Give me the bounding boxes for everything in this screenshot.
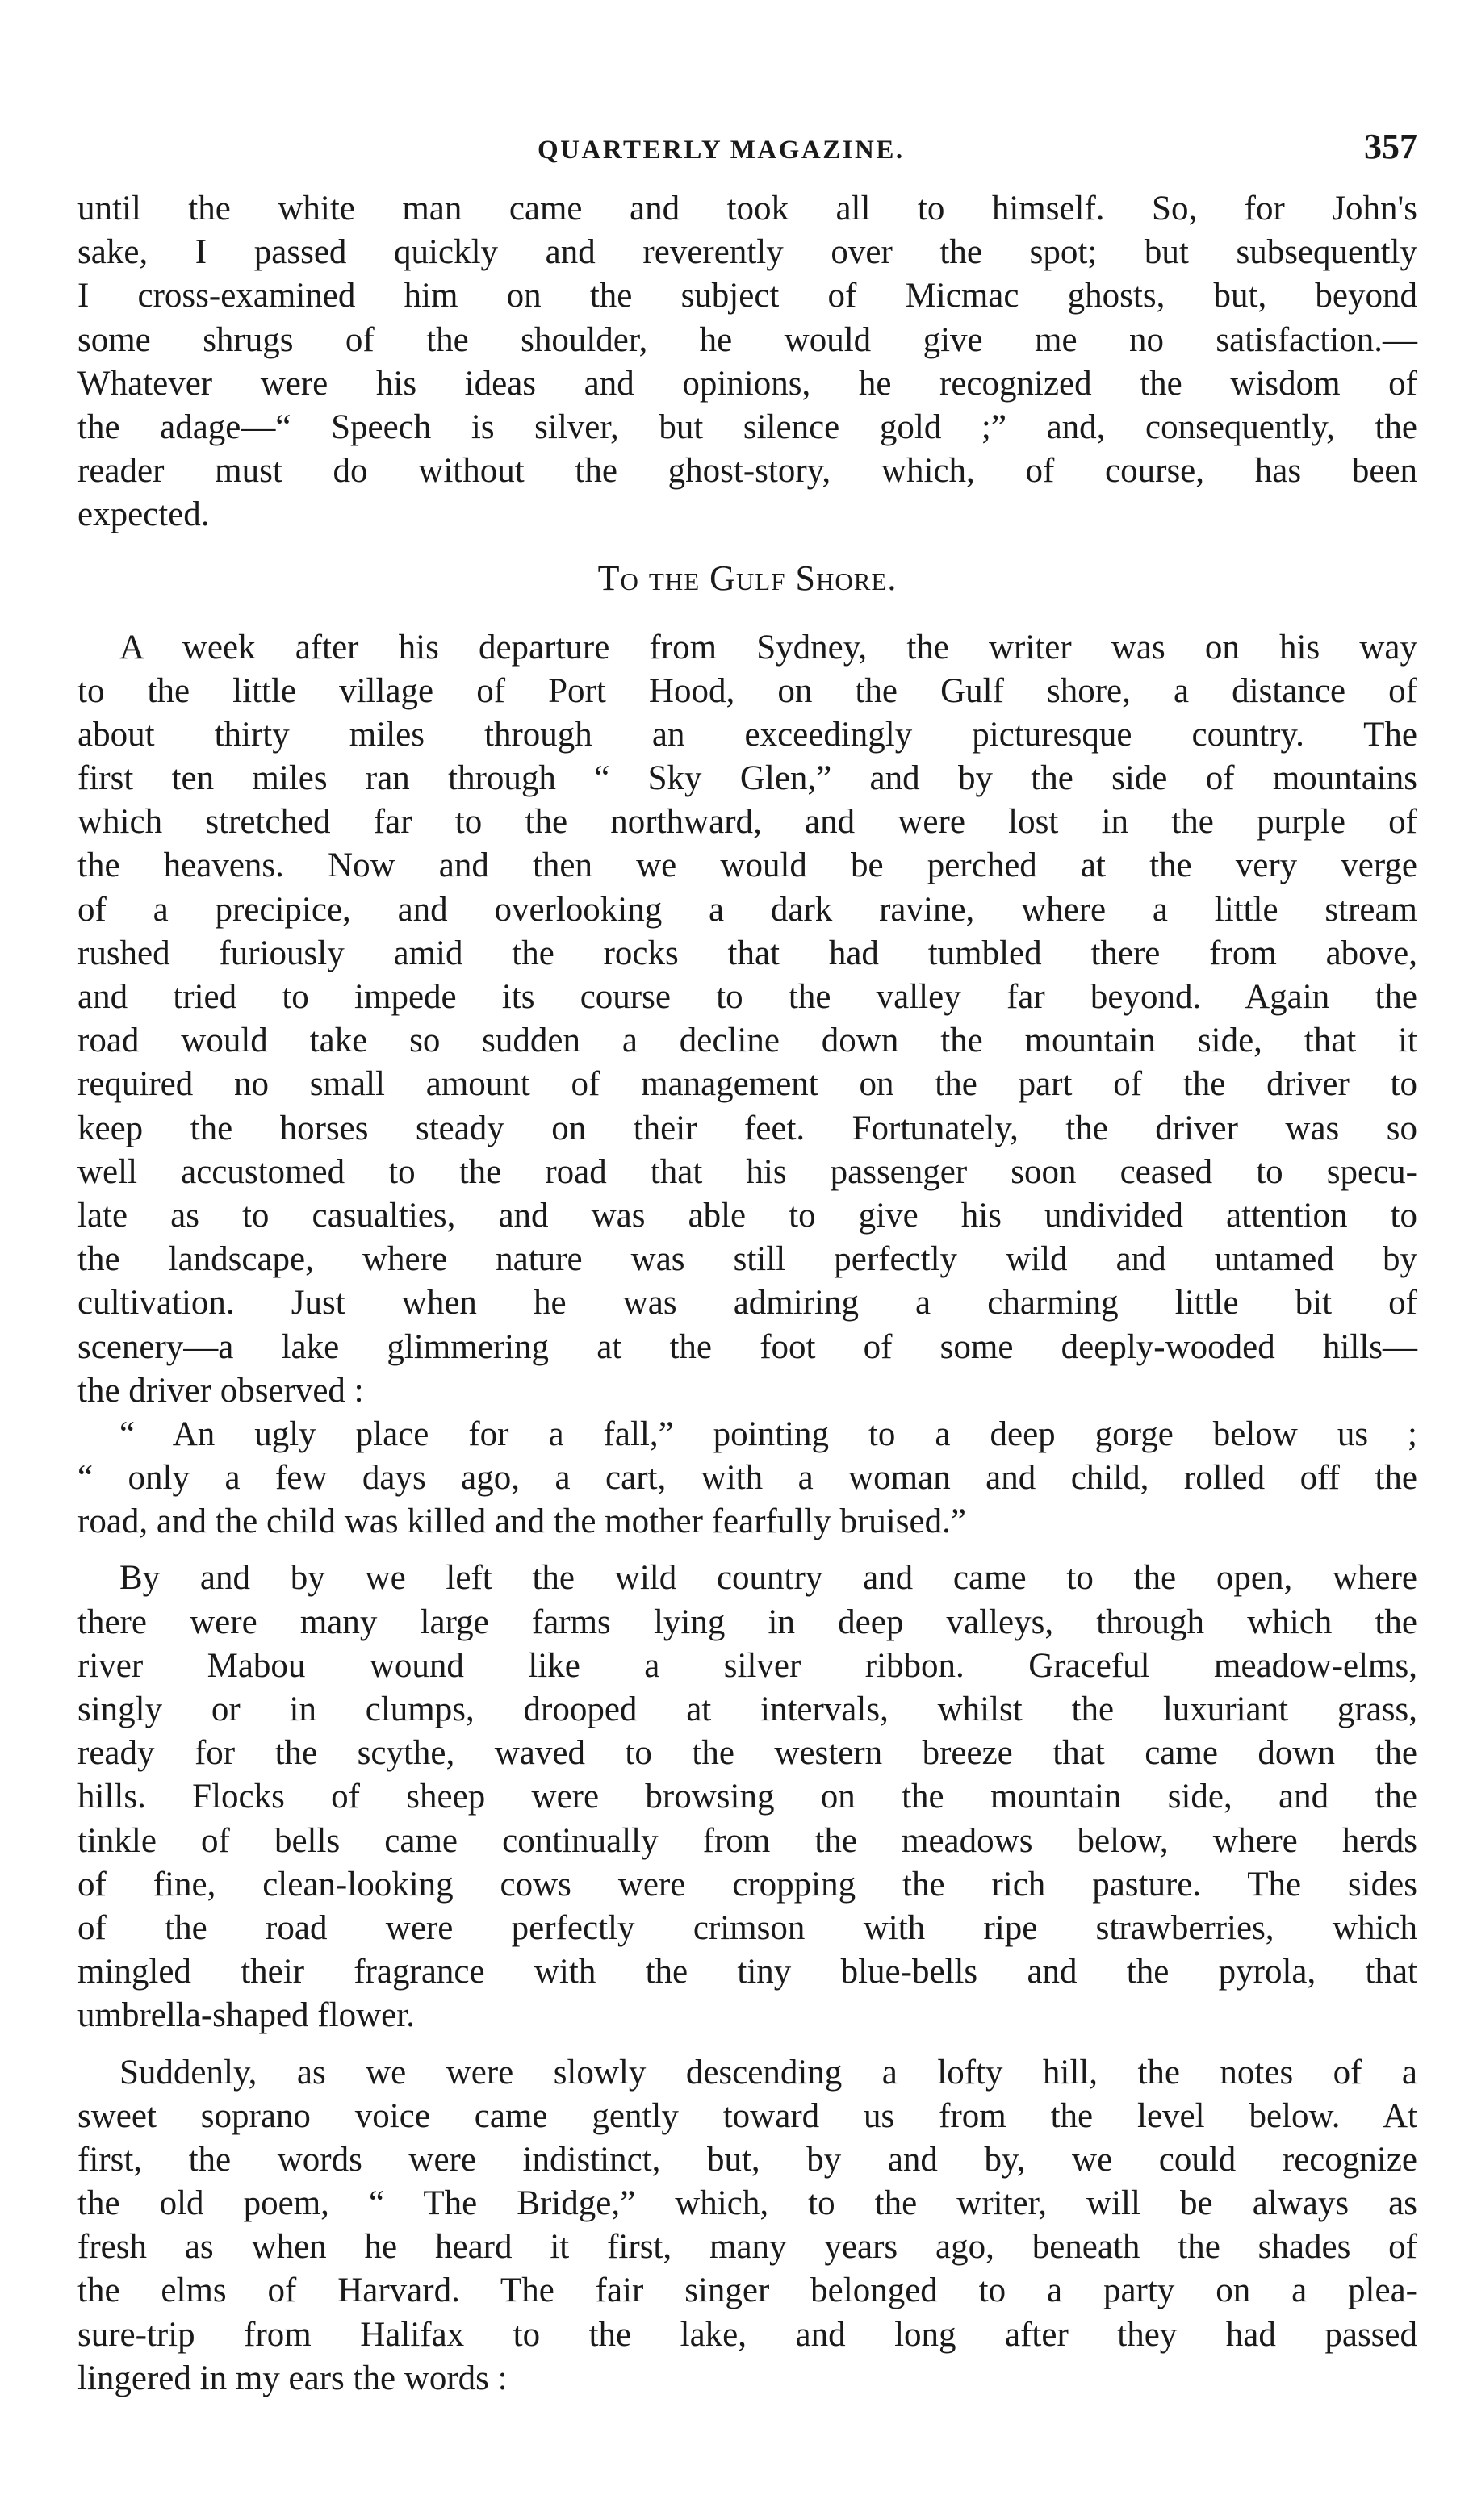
text-line: first ten miles ran through “ Sky Glen,” and by the side of mountains: [77, 759, 1417, 798]
text-line: the old poem, “ The Bridge,” which, to the writer, will be always as: [77, 2184, 1417, 2223]
text-line: Suddenly, as we were slowly descending a lofty hill, the notes of a: [119, 2053, 1417, 2092]
text-line: of a precipice, and overlooking a dark ravine, where a little stream: [77, 890, 1417, 929]
text-line: road would take so sudden a decline down the mountain side, that it: [77, 1022, 1417, 1060]
text-line: river Mabou wound like a silver ribbon. Graceful meadow-elms,: [77, 1646, 1417, 1685]
text-line: the landscape, where nature was still perfectly wild and untamed by: [77, 1240, 1417, 1279]
text-line: rushed furiously amid the rocks that had tumbled there from above,: [77, 934, 1417, 972]
text-line: first, the words were indistinct, but, by and by, we could recognize: [77, 2140, 1417, 2179]
text-line: some shrugs of the shoulder, he would give me no satisfaction.—: [77, 320, 1417, 359]
paragraph-gap: [77, 2038, 1417, 2051]
running-head: [77, 121, 1417, 178]
text-line: A week after his departure from Sydney, the writer was on his way: [119, 628, 1417, 667]
paragraph-1: [77, 187, 1417, 537]
text-line: “ only a few days ago, a cart, with a woman and child, rolled off the: [77, 1459, 1417, 1498]
text-line: the adage—“ Speech is silver, but silence gold ;” and, consequently, the: [77, 407, 1417, 446]
text-line: until the white man came and took all to himself. So, for John's: [77, 190, 1417, 228]
text-line: expected.: [77, 495, 210, 534]
text-line: of the road were perfectly crimson with ripe strawberries, which: [77, 1908, 1417, 1947]
text-line: cultivation. Just when he was admiring a charming little bit of: [77, 1284, 1417, 1323]
text-line: “ An ugly place for a fall,” pointing to a deep gorge below us ;: [119, 1415, 1417, 1453]
text-line: of fine, clean-looking cows were cropping the rich pasture. The sides: [77, 1865, 1417, 1904]
page: [77, 121, 1417, 2401]
text-line: to the little village of Port Hood, on the Gulf shore, a distance of: [77, 671, 1417, 710]
text-line: fresh as when he heard it first, many years ago, beneath the shades of: [77, 2228, 1417, 2267]
text-line: late as to casualties, and was able to give his undivided attention to: [77, 1196, 1417, 1235]
text-line: reader must do without the ghost-story, which, of course, has been: [77, 452, 1417, 491]
text-line: lingered in my ears the words :: [77, 2359, 508, 2397]
text-line: road, and the child was killed and the mother fearfully bruised.”: [77, 1502, 966, 1541]
text-line: and tried to impede its course to the valley far beyond. Again the: [77, 978, 1417, 1016]
text-line: scenery—a lake glimmering at the foot of some deeply-wooded hills—: [77, 1327, 1417, 1366]
text-line: ready for the scythe, waved to the western breeze that came down the: [77, 1734, 1417, 1773]
text-line: sake, I passed quickly and reverently over the spot; but subsequently: [77, 233, 1417, 272]
paragraph-2: [77, 626, 1417, 1413]
text-line: umbrella-shaped flower.: [77, 1996, 415, 2035]
text-line: well accustomed to the road that his passenger soon ceased to specu-: [77, 1152, 1417, 1191]
text-line: required no small amount of management on the part of the driver to: [77, 1065, 1417, 1104]
paragraph-gap: [77, 1544, 1417, 1557]
text-line: I cross-examined him on the subject of Micmac ghosts, but, beyond: [77, 277, 1417, 316]
paragraph-3: [77, 1413, 1417, 1544]
text-line: By and by we left the wild country and came to the open, where: [119, 1559, 1417, 1598]
text-line: the elms of Harvard. The fair singer belonged to a party on a plea-: [77, 2271, 1417, 2310]
paragraph-4: [77, 1557, 1417, 2037]
text-line: hills. Flocks of sheep were browsing on the mountain side, and the: [77, 1778, 1417, 1816]
text-line: keep the horses steady on their feet. Fortunately, the driver was so: [77, 1109, 1417, 1147]
running-title: QUARTERLY MAGAZINE.: [538, 136, 905, 165]
text-line: sweet soprano voice came gently toward us from the level below. At: [77, 2096, 1417, 2135]
text-line: the heavens. Now and then we would be perched at the very verge: [77, 846, 1417, 885]
section-heading: To the Gulf Shore.: [597, 558, 898, 598]
paragraph-5: [77, 2051, 1417, 2401]
text-line: the driver observed :: [77, 1371, 364, 1410]
text-line: sure-trip from Halifax to the lake, and long after they had passed: [77, 2315, 1417, 2354]
text-line: singly or in clumps, drooped at intervals, whilst the luxuriant grass,: [77, 1690, 1417, 1728]
text-line: mingled their fragrance with the tiny blue-bells and the pyrola, that: [77, 1953, 1417, 1991]
text-line: there were many large farms lying in deep valleys, through which the: [77, 1603, 1417, 1641]
text-line: which stretched far to the northward, and were lost in the purple of: [77, 803, 1417, 842]
text-line: about thirty miles through an exceedingly picturesque country. The: [77, 715, 1417, 754]
text-line: tinkle of bells came continually from the meadows below, where herds: [77, 1821, 1417, 1860]
text-line: Whatever were his ideas and opinions, he recognized the wisdom of: [77, 364, 1417, 403]
page-number: 357: [1364, 127, 1417, 166]
